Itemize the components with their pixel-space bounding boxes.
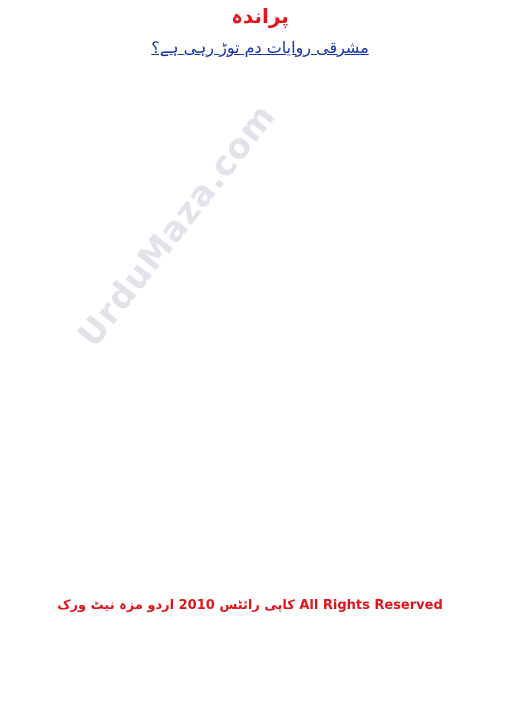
article-line	[10, 422, 510, 439]
article-line	[10, 290, 510, 307]
watermark: UrduMaza.com	[70, 96, 284, 355]
article-line	[10, 510, 510, 527]
article-line	[10, 642, 510, 659]
article-line	[10, 708, 510, 725]
article-line	[10, 268, 510, 285]
page-subtitle: مشرقی روایات دم توڑ رہی ہے؟	[151, 38, 369, 57]
article-line	[10, 202, 510, 219]
article-line	[10, 554, 510, 571]
article-paragraph	[10, 312, 510, 725]
article-line	[10, 180, 510, 197]
article-line	[10, 576, 510, 593]
article-line	[10, 444, 510, 461]
article-line	[10, 488, 510, 505]
article-line	[10, 158, 510, 175]
article-line	[10, 378, 510, 395]
article-line	[10, 400, 510, 417]
article-line	[10, 70, 510, 87]
article-line	[10, 246, 510, 263]
page-title: پراندہ	[231, 4, 289, 28]
footer-copyright-urdu: کاپی رائٹس 2010 اردو مزہ نیٹ ورک	[57, 598, 295, 613]
footer-rights: All Rights Reserved	[299, 598, 443, 613]
article-line	[10, 686, 510, 703]
article-line	[10, 466, 510, 483]
article-line	[10, 532, 510, 549]
footer-copyright	[0, 598, 500, 613]
article-line	[10, 664, 510, 681]
article-line	[10, 356, 510, 373]
article-line	[10, 224, 510, 241]
